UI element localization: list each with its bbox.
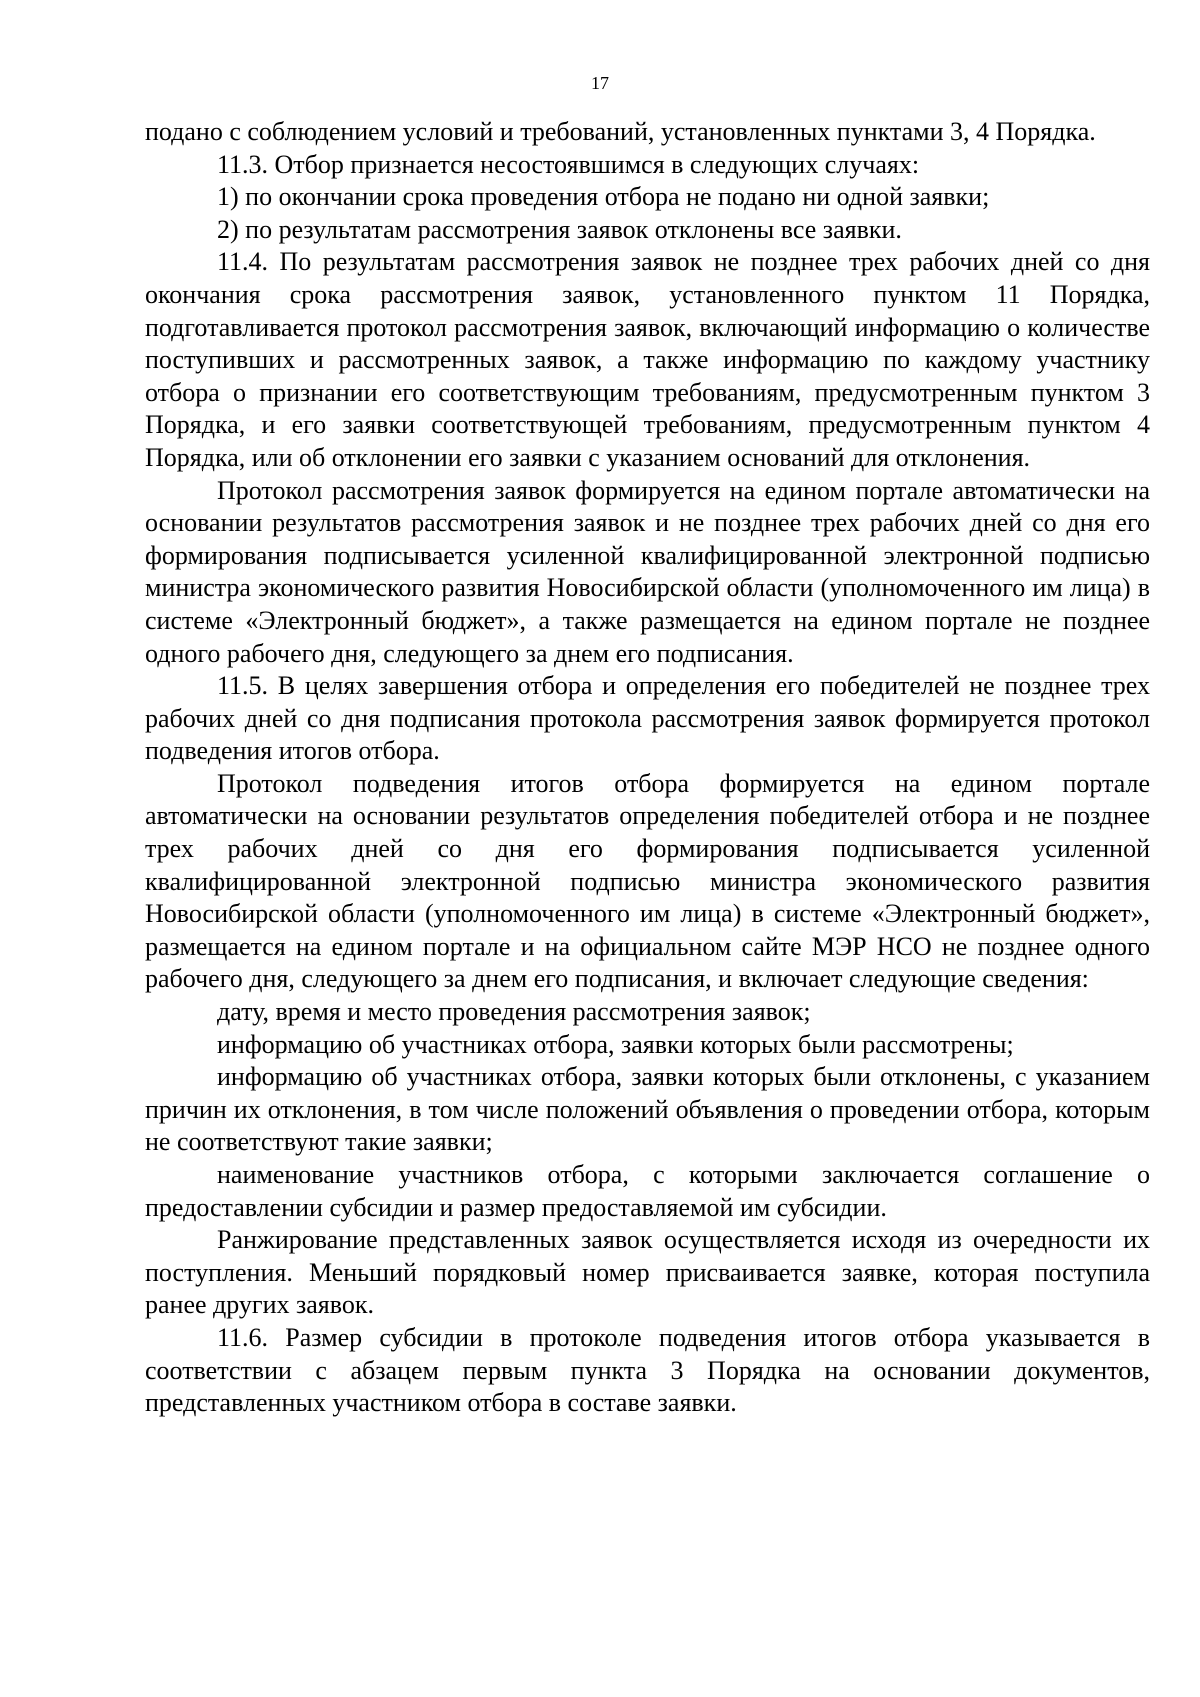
paragraph-11-3-item-1: 1) по окончании срока проведения отбора не подано ни одной заявки; — [217, 182, 990, 212]
paragraph-ranking: Ранжирование представленных заявок осуществляется исходя из очередности их поступления. Меньший порядковый номер присваивается заявке, которая поступила ранее других заявок. — [145, 1225, 1150, 1320]
paragraph-info-winners: наименование участников отбора, с которыми заключается соглашение о предоставлении субсидии и размер предоставляемой им субсидии. — [145, 1160, 1150, 1222]
document-body — [145, 116, 1150, 1420]
paragraph-11-3-item-2: 2) по результатам рассмотрения заявок отклонены все заявки. — [217, 214, 902, 244]
paragraph-11-5: 11.5. В целях завершения отбора и определения его победителей не позднее трех рабочих дней со дня подписания протокола рассмотрения заявок формируется протокол подведения итогов отбора. — [145, 671, 1150, 766]
paragraph-11-4: 11.4. По результатам рассмотрения заявок не позднее трех рабочих дней со дня окончания срока рассмотрения заявок, установленного пунктом 11 Порядка, подготавливается протокол рассмотрения заявок, включающий информацию о количестве поступивших и рассмотренных заявок, а также информацию по каждому участнику отбора о признании его соответствующим требованиям, предусмотренным пунктом 3 Порядка, и его заявки соответствующей требованиям, предусмотренным пунктом 4 Порядка, или об отклонении его заявки с указанием оснований для отклонения. — [145, 247, 1150, 472]
paragraph-11-3: 11.3. Отбор признается несостоявшимся в следующих случаях: — [217, 149, 920, 179]
paragraph-11-6: 11.6. Размер субсидии в протоколе подведения итогов отбора указывается в соответствии с абзацем первым пункта 3 Порядка на основании документов, представленных участником отбора в составе заявки. — [145, 1322, 1150, 1418]
paragraph-info-date: дату, время и место проведения рассмотрения заявок; — [217, 997, 811, 1027]
page-number: 17 — [591, 73, 609, 93]
paragraph-results-protocol: Протокол подведения итогов отбора формируется на едином портале автоматически на основании результатов определения победителей отбора и не позднее трех рабочих дней со дня его формирования подписывается усиленной квалифицированной электронной подписью министра экономического развития Новосибирской области (уполномоченного им лица) в системе «Электронный бюджет», размещается на едином портале и на официальном сайте МЭР НСО не позднее одного рабочего дня, следующего за днем его подписания, и включает следующие сведения: — [145, 768, 1150, 994]
paragraph-review-protocol: Протокол рассмотрения заявок формируется на едином портале автоматически на основании результатов рассмотрения заявок и не позднее трех рабочих дней со дня его формирования подписывается усиленной квалифицированной электронной подписью министра экономического развития Новосибирской области (уполномоченного им лица) в системе «Электронный бюджет», а также размещается на едином портале не позднее одного рабочего дня, следующего за днем его подписания. — [145, 475, 1150, 668]
paragraph-info-reviewed: информацию об участниках отбора, заявки которых были рассмотрены; — [217, 1029, 1014, 1059]
paragraph-info-rejected: информацию об участниках отбора, заявки которых были отклонены, с указанием причин их отклонения, в том числе положений объявления о проведении отбора, которым не соответствуют такие заявки; — [145, 1062, 1150, 1157]
paragraph-continuation: подано с соблюдением условий и требований, установленных пунктами 3, 4 Порядка. — [145, 117, 1096, 146]
